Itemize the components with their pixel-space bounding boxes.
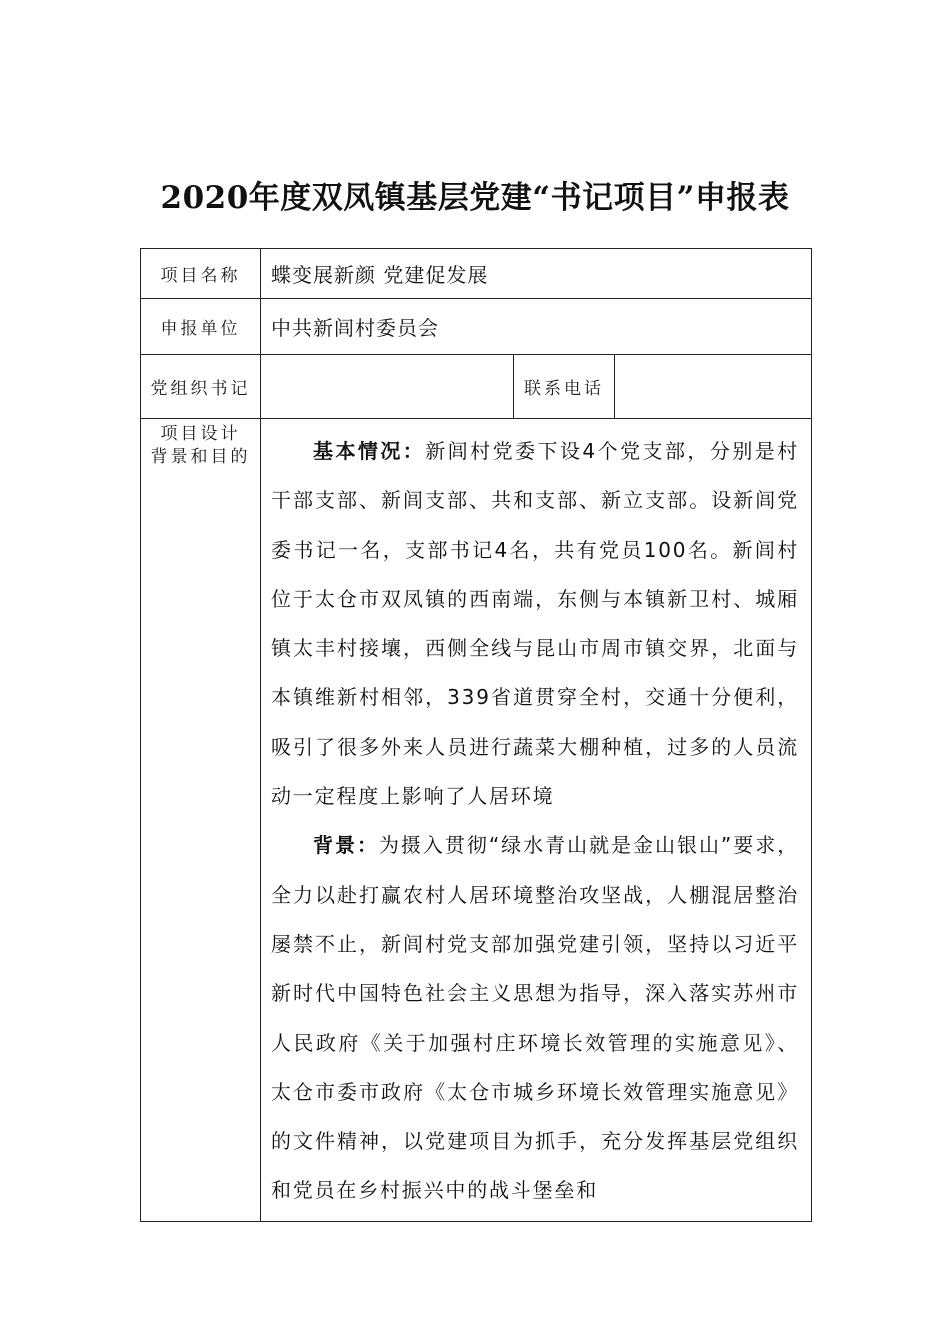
unit-row xyxy=(141,299,812,355)
background-label-line2: 背景和目的 xyxy=(150,447,251,467)
background-heading: 背景： xyxy=(313,833,379,858)
project-name-row xyxy=(141,249,812,299)
background-paragraph xyxy=(271,821,799,1215)
phone-value xyxy=(615,355,812,419)
background-label-line1: 项目设计 xyxy=(160,424,241,444)
background-label xyxy=(141,419,261,1222)
secretary-label: 党组织书记 xyxy=(141,355,261,419)
basic-info-paragraph xyxy=(271,427,799,821)
secretary-row xyxy=(141,355,812,419)
page-title: 2020年度双凤镇基层党建“书记项目”申报表 xyxy=(160,180,790,216)
project-name-value: 蝶变展新颜 党建促发展 xyxy=(261,249,812,299)
unit-value: 中共新闾村委员会 xyxy=(261,299,812,355)
basic-info-text: 新闾村党委下设4个党支部，分别是村干部支部、新闾支部、共和支部、新立支部。设新闾党委书记一名，支部书记4名，共有党员100名。新闾村位于太仓市双凤镇的西南端，东侧与本镇新卫村、城厢镇太丰村接壤，西侧全线与昆山市周市镇交界，北面与本镇维新村相邻，339省道贯穿全村，交通十分便利，吸引了很多外来人员进行蔬菜大棚种植，过多的人员流动一定程度上影响了人居环境 xyxy=(271,439,800,809)
phone-label: 联系电话 xyxy=(514,355,615,419)
background-text: 为摄入贯彻“绿水青山就是金山银山”要求，全力以赴打赢农村人居环境整治攻坚战，人棚混居整治屡禁不止，新闾村党支部加强党建引领，坚持以习近平新时代中国特色社会主义思想为指导，深入落实苏州市人民政府《关于加强村庄环境长效管理的实施意见》、太仓市委市政府《太仓市城乡环境长效管理实施意见》的文件精神，以党建项目为抓手，充分发挥基层党组织和党员在乡村振兴中的战斗堡垒和 xyxy=(271,833,800,1203)
background-content xyxy=(261,419,812,1222)
background-row xyxy=(141,419,812,1222)
unit-label: 申报单位 xyxy=(141,299,261,355)
basic-info-heading: 基本情况： xyxy=(313,439,426,463)
application-form-table xyxy=(140,248,812,1222)
secretary-value xyxy=(261,355,514,419)
project-name-label: 项目名称 xyxy=(141,249,261,299)
